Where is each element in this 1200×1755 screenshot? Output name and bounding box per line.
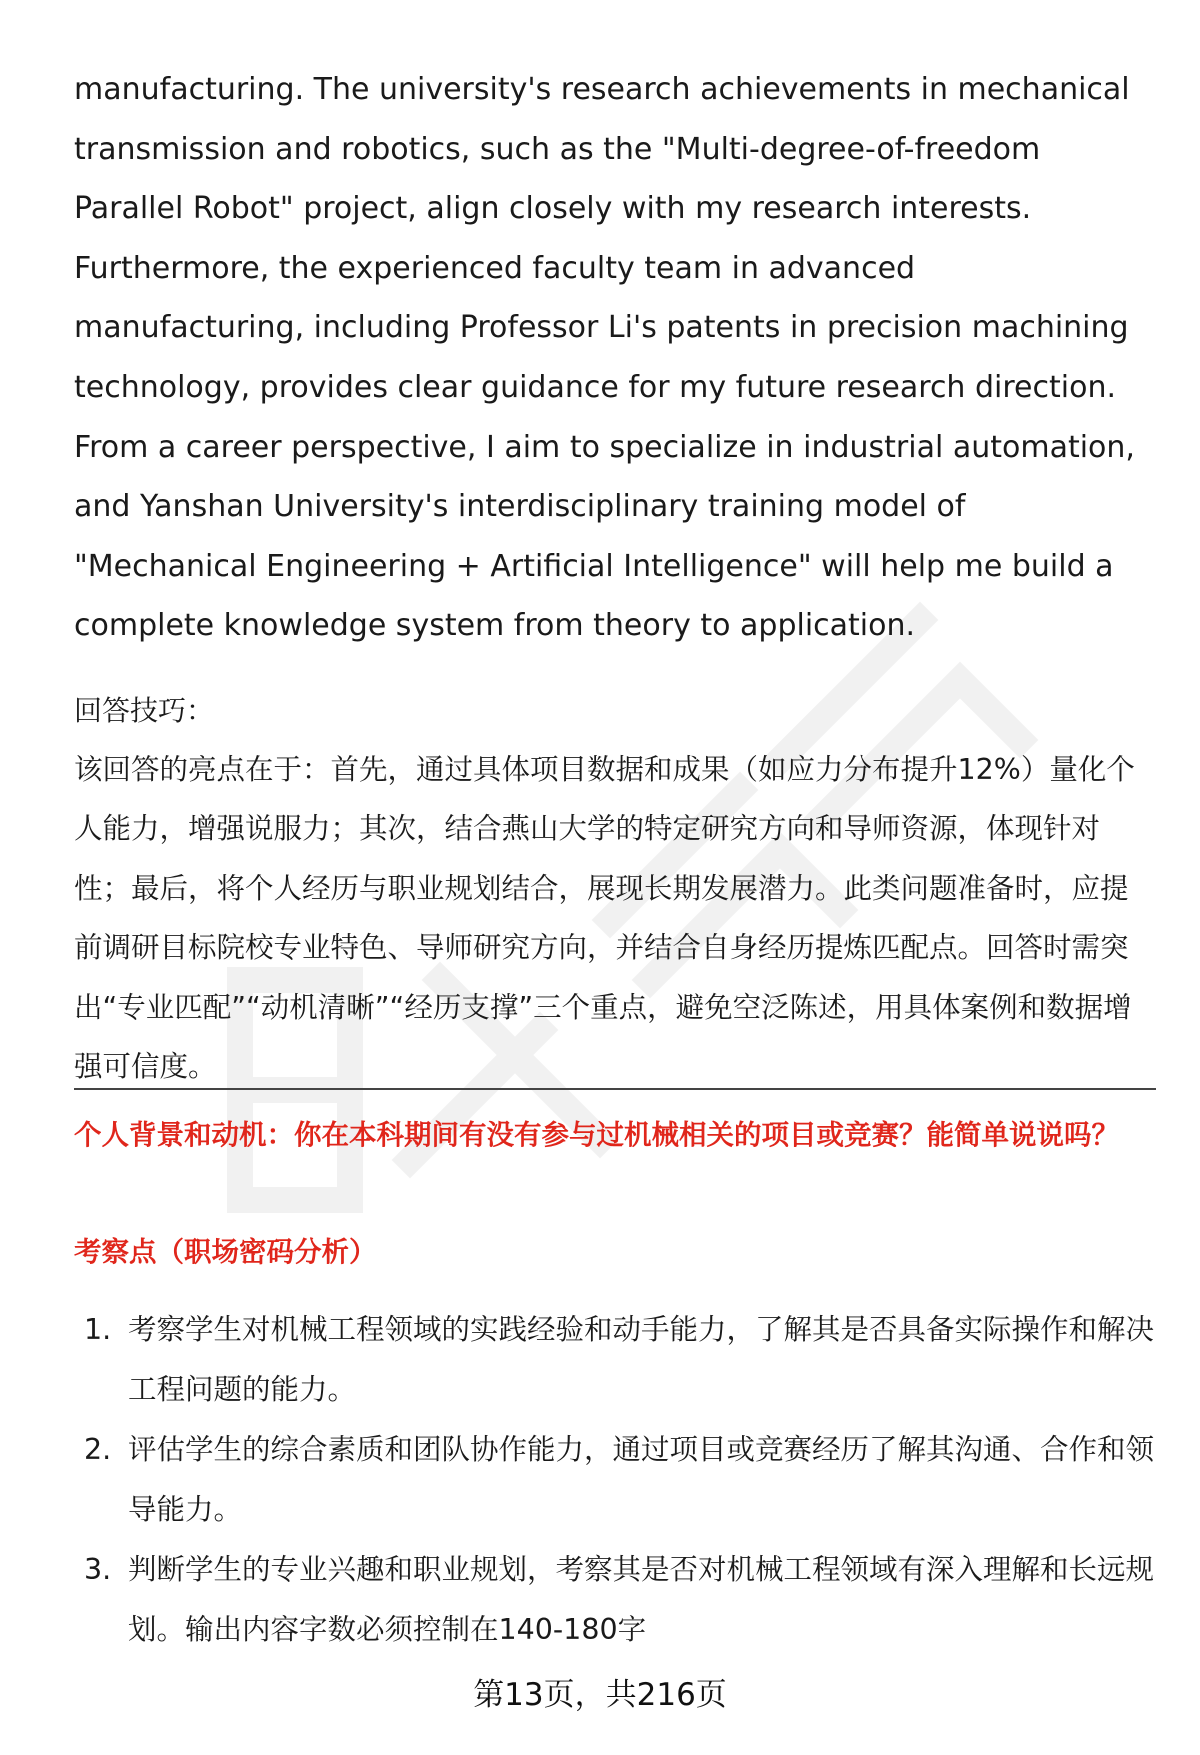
analysis-points-list bbox=[74, 1300, 1156, 1660]
section-divider bbox=[74, 1088, 1156, 1090]
list-item bbox=[74, 1540, 1156, 1659]
list-item-number: 1. bbox=[84, 1313, 112, 1346]
list-item-text: 考察学生对机械工程领域的实践经验和动手能力，了解其是否具备实际操作和解决工程问题的能力。 bbox=[128, 1313, 1155, 1406]
list-item-number: 2. bbox=[84, 1433, 112, 1466]
list-item bbox=[74, 1300, 1156, 1419]
question-heading: 个人背景和动机：你在本科期间有没有参与过机械相关的项目或竞赛？能简单说说吗？ bbox=[74, 1119, 1119, 1151]
analysis-heading: 考察点（职场密码分析） bbox=[74, 1236, 377, 1268]
answer-tips-text: 该回答的亮点在于：首先，通过具体项目数据和成果（如应力分布提升12%）量化个人能力，增强说服力；其次，结合燕山大学的特定研究方向和导师资源，体现针对性；最后，将个人经历与职业规划结合，展现长期发展潜力。此类问题准备时，应提前调研目标院校专业特色、导师研究方向，并结合自身经历提炼匹配点。回答时需突出“专业匹配”“动机清晰”“经历支撑”三个重点，避免空泛陈述，用具体案例和数据增强可信度。 bbox=[74, 752, 1135, 1084]
list-item bbox=[74, 1420, 1156, 1539]
list-item-number: 3. bbox=[84, 1553, 112, 1586]
english-answer-paragraph: manufacturing. The university's research achievements in mechanical transmission and robotics, such as the "Multi-degree-of-freedom Parallel Robot" project, align closely with my research interests. Furthermore, the experienced faculty team in advanced manufacturing, including Professor Li's patents in precision machining technology, provides clear guidance for my future research direction. From a career perspective, I aim to specialize in industrial automation, and Yanshan University's interdisciplinary training model of "Mechanical Engineering + Artificial Intelligence" will help me build a complete knowledge system from theory to application. bbox=[74, 72, 1135, 644]
document-content bbox=[74, 60, 1154, 1097]
answer-tips-label: 回答技巧： bbox=[74, 693, 215, 727]
list-item-text: 评估学生的综合素质和团队协作能力，通过项目或竞赛经历了解其沟通、合作和领导能力。 bbox=[128, 1433, 1155, 1526]
page-number-footer: 第13页，共216页 bbox=[473, 1677, 727, 1713]
list-item-text: 判断学生的专业兴趣和职业规划，考察其是否对机械工程领域有深入理解和长远规划。输出内容字数必须控制在140-180字 bbox=[128, 1553, 1155, 1646]
